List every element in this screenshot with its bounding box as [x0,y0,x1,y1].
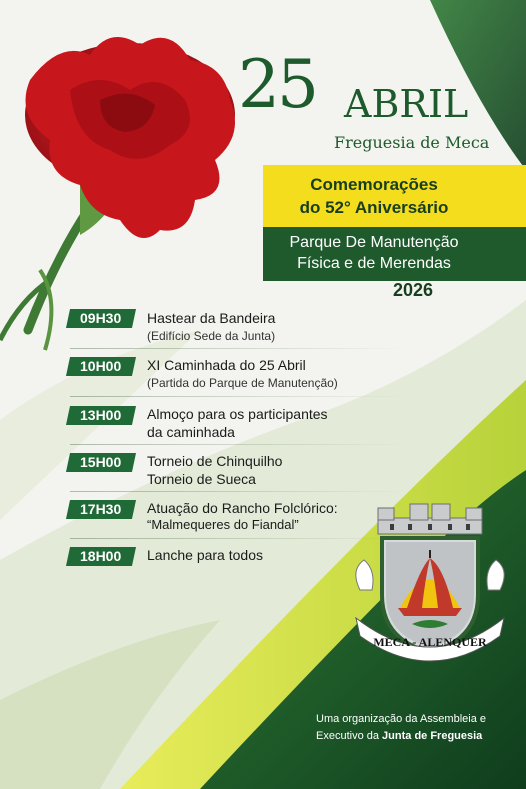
event-title: Almoço para os participantes [147,406,328,422]
divider [70,396,410,397]
venue-line1: Parque De Manutenção [289,234,459,251]
event-detail: (Partida do Parque de Manutenção) [147,376,338,390]
divider [70,348,410,349]
organizer-line1: Uma organização da Assembleia e [316,713,486,725]
date-day: 25 [238,46,316,123]
time-badge: 15H00 [66,453,136,472]
event-detail: Torneio de Sueca [147,471,256,487]
organizer-line2 [316,728,516,745]
time-badge: 17H30 [66,500,136,519]
event-detail: da caminhada [147,424,235,440]
parish-coat-of-arms [350,500,510,670]
event-title: Torneio de Chinquilho [147,453,283,469]
event-title: Atuação do Rancho Folclórico: [147,500,338,516]
divider [70,491,410,492]
time-badge: 18H00 [66,547,136,566]
organizer-entity: Junta de Freguesia [382,730,483,742]
event-title: Lanche para todos [147,547,263,563]
time-badge: 10H00 [66,357,136,376]
crest-motto: MECA - ALENQUER [373,635,487,649]
organizer-prefix: Executivo da [316,730,383,742]
time-badge: 09H30 [66,309,136,328]
event-detail: (Edifício Sede da Junta) [147,329,276,343]
parish-name: Freguesia de Meca [334,133,490,152]
event-title: Hastear da Bandeira [147,310,276,326]
anniversary-line2: do 52° Aniversário [299,198,449,217]
divider [70,444,410,445]
date-month: ABRIL [344,82,469,126]
event-detail: “Malmequeres do Fiandal” [147,517,299,532]
event-title: XI Caminhada do 25 Abril [147,357,306,373]
anniversary-banner [263,165,526,227]
time-badge: 13H00 [66,406,136,425]
venue-line2: Física e de Merendas [297,255,451,272]
anniversary-line1: Comemorações [310,175,438,194]
event-year: 2026 [393,280,434,300]
venue-banner [263,227,526,281]
organizer-note [316,711,516,745]
